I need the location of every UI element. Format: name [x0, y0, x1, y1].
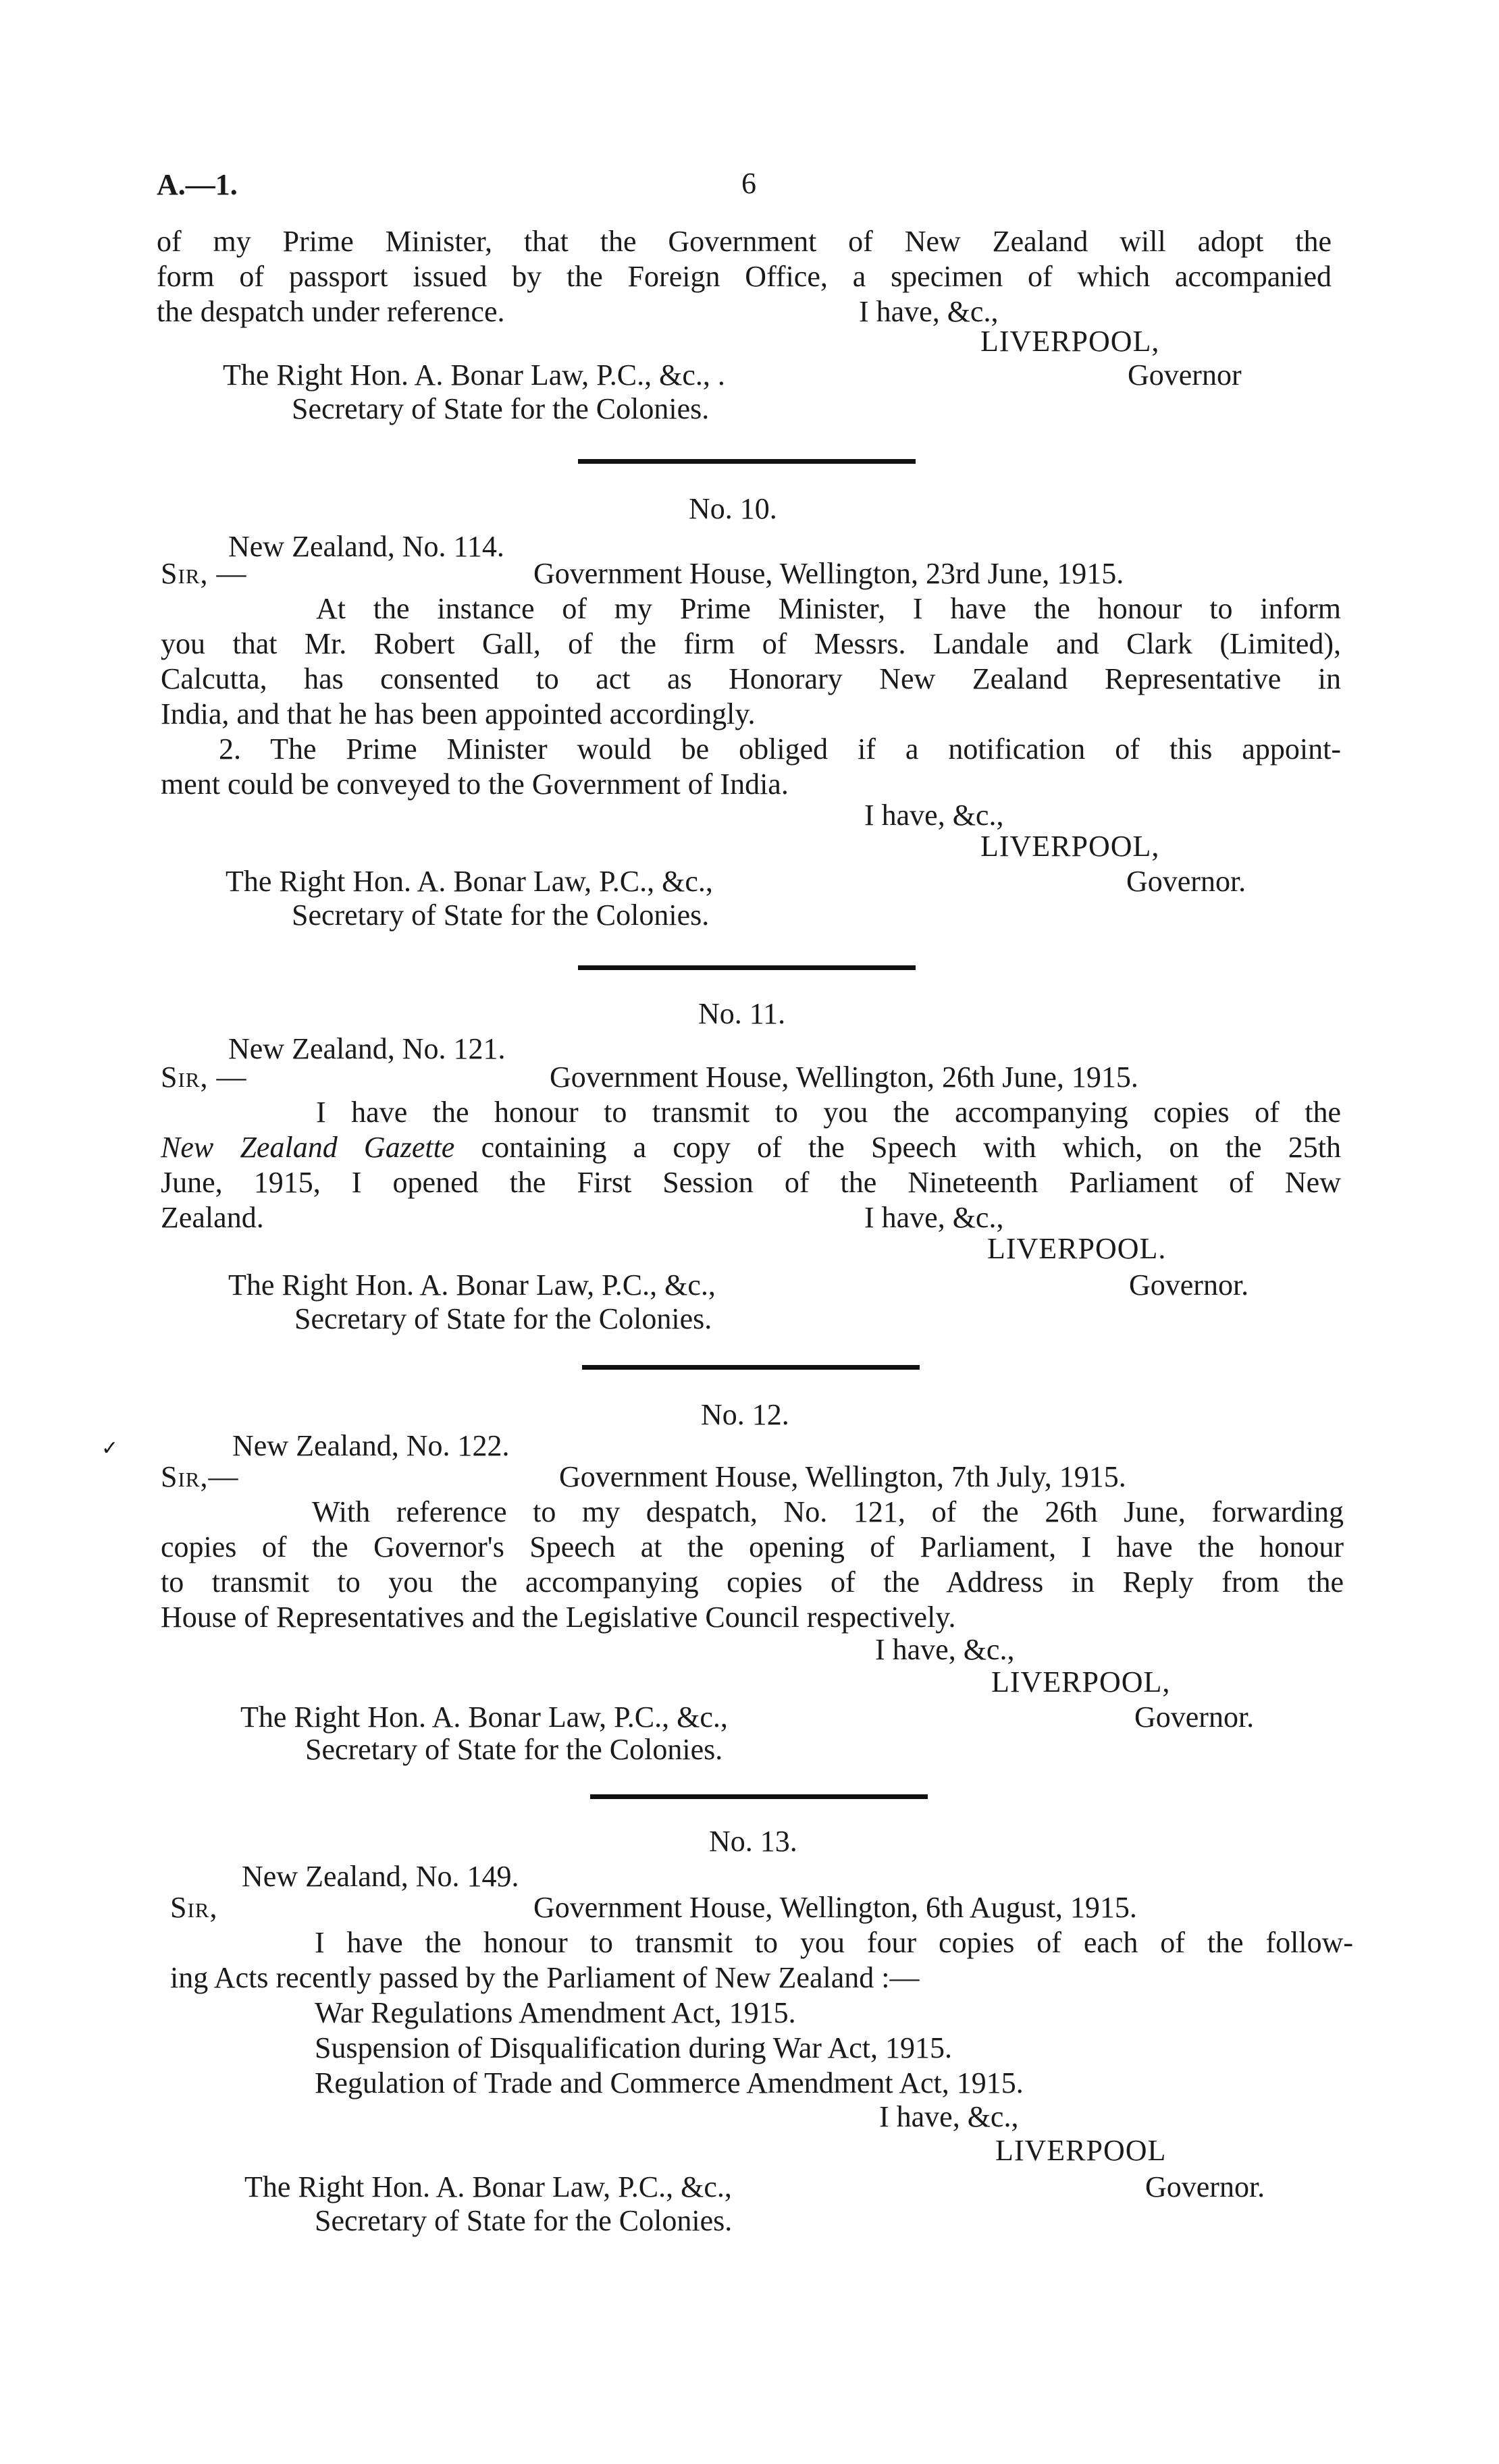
closing: I have, &c.,: [875, 1633, 1015, 1666]
letter-reference: New Zealand, No. 122.: [232, 1429, 510, 1462]
addressee-line: Secretary of State for the Colonies.: [292, 392, 710, 425]
salutation: Sir, —: [161, 1061, 247, 1094]
body-text: containing a copy of the Speech with which, on the 25th: [481, 1131, 1341, 1164]
governor-title: Governor.: [1145, 2170, 1265, 2203]
body-line: June, 1915, I opened the First Session of the Nineteenth Parliament of New: [161, 1166, 1341, 1199]
place-date: Government House, Wellington, 26th June, 1915.: [550, 1061, 1138, 1094]
letter-reference: New Zealand, No. 149.: [242, 1860, 519, 1893]
body-line-with-gazette: [161, 1130, 1341, 1165]
body-line: ing Acts recently passed by the Parliament of New Zealand :—: [170, 1961, 920, 1994]
addressee-line: Secretary of State for the Colonies.: [292, 899, 710, 932]
letter-body: [170, 1925, 1353, 1996]
body-line: House of Representatives and the Legislative Council respectively.: [161, 1601, 956, 1634]
signature: LIVERPOOL,: [991, 1665, 1171, 1698]
intro-line: the despatch under reference.: [157, 295, 505, 328]
body-line: copies of the Governor's Speech at the opening of Parliament, I have the honour: [161, 1530, 1344, 1563]
section-divider: [578, 965, 916, 970]
letter-number: No. 13.: [709, 1825, 797, 1858]
section-divider: [578, 459, 916, 464]
addressee-line: Secretary of State for the Colonies.: [315, 2204, 733, 2237]
letter-reference: New Zealand, No. 114.: [228, 530, 504, 563]
addressee-line: The Right Hon. A. Bonar Law, P.C., &c.,: [226, 865, 713, 898]
signature: LIVERPOOL: [995, 2134, 1167, 2167]
letter-number: No. 12.: [701, 1398, 789, 1431]
letter-body: [161, 591, 1341, 802]
letter-body: [161, 1095, 1341, 1235]
closing: I have, &c.,: [864, 1201, 1004, 1234]
salutation: Sir,—: [161, 1460, 239, 1493]
closing: I have, &c.,: [879, 2100, 1019, 2133]
addressee-line: Secretary of State for the Colonies.: [305, 1733, 723, 1766]
body-line: Calcutta, has consented to act as Honorary New Zealand Representative in: [161, 662, 1341, 695]
signature: LIVERPOOL,: [980, 325, 1160, 358]
body-line: ment could be conveyed to the Government of India.: [161, 768, 789, 801]
addressee-line: The Right Hon. A. Bonar Law, P.C., &c.,: [228, 1268, 716, 1302]
addressee-line: Secretary of State for the Colonies.: [294, 1302, 712, 1335]
salutation: Sir, —: [161, 557, 247, 590]
gazette-title: New Zealand Gazette: [161, 1131, 455, 1164]
intro-line: of my Prime Minister, that the Government of New Zealand will adopt the: [157, 225, 1332, 258]
governor-title: Governor: [1128, 358, 1242, 392]
addressee-line: The Right Hon. A. Bonar Law, P.C., &c., .: [223, 358, 725, 392]
governor-title: Governor.: [1126, 865, 1246, 898]
body-line: India, and that he has been appointed accordingly.: [161, 697, 756, 730]
salutation: Sir,: [170, 1891, 218, 1924]
act-item: Regulation of Trade and Commerce Amendment Act, 1915.: [315, 2066, 1024, 2099]
place-date: Government House, Wellington, 23rd June, 1915.: [533, 557, 1124, 590]
body-line: you that Mr. Robert Gall, of the firm of Messrs. Landale and Clark (Limited),: [161, 627, 1341, 660]
intro-line: form of passport issued by the Foreign Office, a specimen of which accompanied: [157, 260, 1332, 293]
addressee-line: The Right Hon. A. Bonar Law, P.C., &c.,: [244, 2170, 732, 2203]
letter-number: No. 10.: [689, 492, 777, 525]
body-line: I have the honour to transmit to you four copies of each of the follow-: [315, 1926, 1353, 1959]
closing: I have, &c.,: [859, 295, 999, 328]
letter-body: [161, 1495, 1344, 1635]
page-number: 6: [741, 167, 756, 200]
governor-title: Governor.: [1129, 1268, 1249, 1302]
letter-number: No. 11.: [698, 997, 786, 1030]
signature: LIVERPOOL,: [980, 830, 1160, 863]
place-date: Government House, Wellington, 6th August, 1915.: [533, 1891, 1137, 1924]
closing: I have, &c.,: [864, 799, 1004, 832]
document-reference: A.—1.: [157, 168, 238, 201]
body-line: At the instance of my Prime Minister, I have the honour to inform: [316, 592, 1341, 625]
body-line: to transmit to you the accompanying copies of the Address in Reply from the: [161, 1565, 1344, 1599]
letter-reference: New Zealand, No. 121.: [228, 1032, 506, 1065]
place-date: Government House, Wellington, 7th July, 1915.: [559, 1460, 1126, 1493]
section-divider: [582, 1365, 920, 1370]
section-divider: [590, 1794, 928, 1799]
signature: LIVERPOOL.: [987, 1232, 1167, 1265]
act-item: Suspension of Disqualification during War Act, 1915.: [315, 2031, 952, 2064]
body-line: With reference to my despatch, No. 121, of the 26th June, forwarding: [312, 1495, 1344, 1528]
addressee-line: The Right Hon. A. Bonar Law, P.C., &c.,: [240, 1700, 728, 1734]
act-item: War Regulations Amendment Act, 1915.: [315, 1996, 796, 2029]
body-line: I have the honour to transmit to you the accompanying copies of the: [316, 1096, 1341, 1129]
body-line: 2. The Prime Minister would be obliged if a notification of this appoint-: [219, 732, 1341, 766]
body-line: Zealand.: [161, 1201, 264, 1234]
governor-title: Governor.: [1134, 1700, 1255, 1734]
margin-mark: ✓: [101, 1437, 119, 1459]
intro-paragraph: [157, 224, 1332, 329]
